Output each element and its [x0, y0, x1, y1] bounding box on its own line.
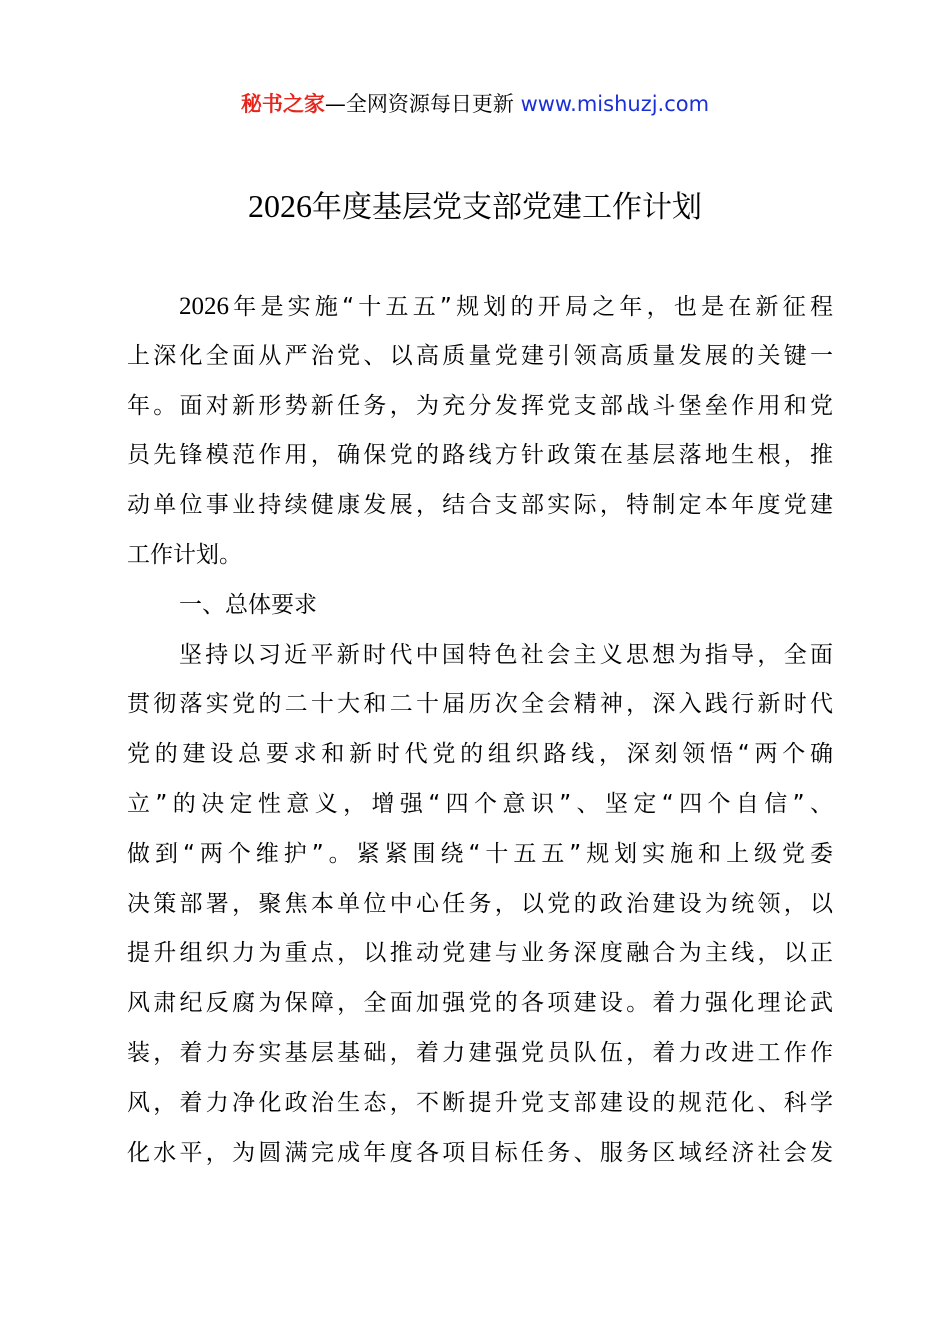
paragraph-line: 党的建设总要求和新时代党的组织路线，深刻领悟“两个确: [127, 741, 833, 768]
brand-name: 秘书之家: [240, 92, 325, 116]
paragraph-line: 立”的决定性意义，增强“四个意识”、坚定“四个自信”、: [127, 790, 833, 817]
site-url-link[interactable]: www.mishuzj.com: [520, 92, 710, 116]
title-text: 年度基层党支部党建工作计划: [312, 190, 702, 225]
document-title: [0, 180, 950, 234]
paragraph-line: 风，着力净化政治生态，不断提升党支部建设的规范化、科学: [127, 1089, 833, 1116]
paragraph-line: 风肃纪反腐为保障，全面加强党的各项建设。着力强化理论武: [127, 990, 833, 1017]
site-header: [0, 88, 950, 120]
paragraph-line: 上深化全面从严治党、以高质量党建引领高质量发展的关键一: [127, 342, 833, 369]
paragraph-line: 化水平，为圆满完成年度各项目标任务、服务区域经济社会发: [127, 1139, 833, 1166]
paragraph-line: 做到“两个维护”。紧紧围绕“十五五”规划实施和上级党委: [127, 840, 833, 867]
header-tagline: —全网资源每日更新: [324, 92, 521, 116]
title-year: 2026: [248, 188, 312, 224]
paragraph-line: 装，着力夯实基层基础，着力建强党员队伍，着力改进工作作: [127, 1039, 833, 1066]
paragraph-line: 提升组织力为重点，以推动党建与业务深度融合为主线，以正: [127, 940, 833, 967]
paragraph-line: 员先锋模范作用，确保党的路线方针政策在基层落地生根，推: [127, 442, 833, 469]
paragraph-line: 决策部署，聚焦本单位中心任务，以党的政治建设为统领，以: [127, 890, 833, 917]
section-heading: 一、总体要求: [179, 591, 317, 618]
paragraph-line: 年。面对新形势新任务，为充分发挥党支部战斗堡垒作用和党: [127, 392, 833, 419]
line-text: 年是实施“十五五”规划的开局之年，也是在新征程: [229, 294, 833, 320]
intro-year: 2026: [179, 293, 229, 320]
paragraph-line: 贯彻落实党的二十大和二十届历次全会精神，深入践行新时代: [127, 691, 833, 718]
paragraph-line: [127, 282, 833, 332]
paragraph-line: 动单位事业持续健康发展，结合支部实际，特制定本年度党建: [127, 492, 833, 519]
paragraph-line: 坚持以习近平新时代中国特色社会主义思想为指导，全面: [179, 641, 833, 668]
paragraph-line: 工作计划。: [127, 541, 242, 568]
document-body: [127, 282, 833, 1178]
